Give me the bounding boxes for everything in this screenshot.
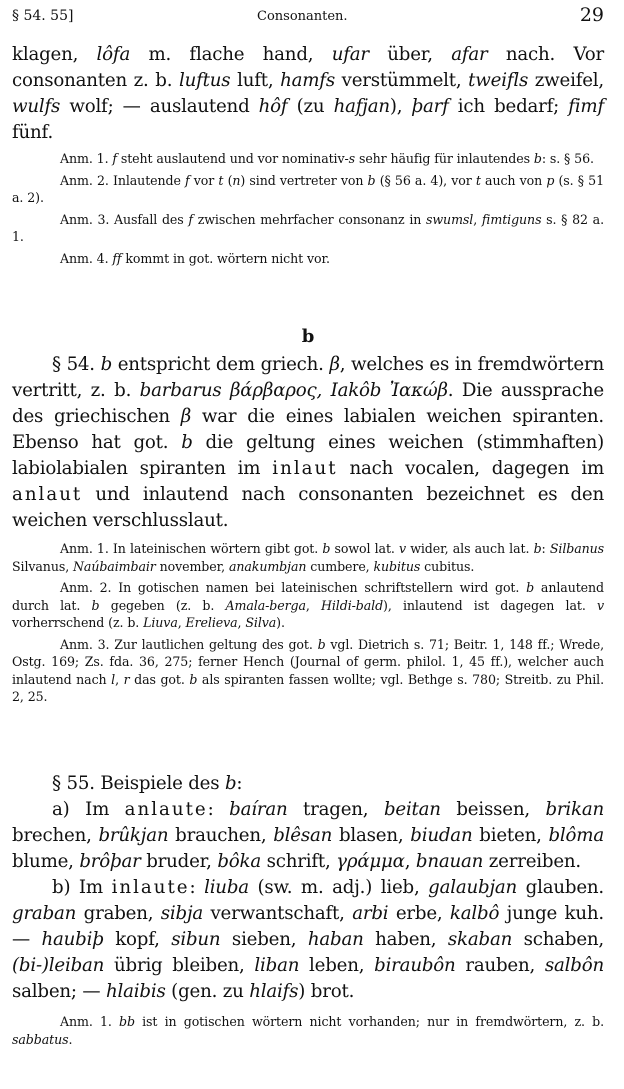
text-run: brechen, [12,825,99,846]
italic-term: (bi-)leiban [12,955,105,976]
text-run: zerreiben. [483,851,581,872]
text-run: , [473,211,482,227]
italic-term: β [180,406,192,427]
text-run: Anm. 3. Ausfall des [60,211,189,227]
note-f-1 [12,150,604,168]
text-run: nach vocalen, dagegen im [337,458,604,479]
text-run: a) Im [52,799,125,820]
text-run: ) sind vertreter von [240,172,368,188]
text-run: über, [368,44,452,65]
italic-term: b [322,541,331,556]
italic-term: ufar [331,44,369,65]
text-run: vgl. Dietrich s. 71; Beitr. 1, 148 ff.; Wrede, Ostg. 169; Zs. fda. 36, 275; ferner Hench (Journal of germ. philol. 1, 45 ff.), welcher auch inlautend nach [12,636,604,687]
notes-54 [12,540,604,710]
italic-term: b [91,597,100,613]
text-run: wider, als auch lat. [406,541,534,556]
section-55-a [12,797,604,875]
italic-term: t [475,172,481,188]
italic-term: bb [118,1014,135,1029]
italic-term: Liuva [143,615,178,630]
text-run: schaben, [512,929,604,950]
text-run: ist in gotischen wörtern nicht vorhanden; nur in fremdwörtern, z. b. [134,1014,604,1029]
text-run: und inlautend nach consonanten bezeichnet es den weichen verschlusslaut. [12,484,604,531]
text-run: blasen, [332,825,411,846]
section-54 [12,352,604,534]
italic-term: brôþar [79,851,141,872]
italic-term: haban [307,929,364,950]
section-55 [12,771,604,1005]
italic-term: skaban [447,929,513,950]
text-run: sieben, [220,929,308,950]
text-run: steht auslautend und vor nominativ- [116,151,349,166]
text-run: Silvanus, [12,558,73,574]
text-run: bieten, [472,825,549,846]
italic-term: β [329,354,340,375]
italic-term: beitan [383,799,441,820]
italic-term: kubitus [373,558,421,574]
text-run: zwischen mehrfacher consonanz in [192,211,427,227]
italic-term: biudan [410,825,473,846]
italic-term: arbi [352,903,389,924]
text-run: , [177,615,186,630]
italic-term: b [526,580,535,595]
text-run: vor [189,172,219,188]
text-run: november, [155,558,229,574]
italic-term: b [317,636,326,652]
text-run: (§ 56 a. 4), vor [375,172,476,188]
text-run: (sw. m. adj.) lieb, [248,877,429,898]
text-run: anlautend durch lat. [12,580,604,613]
italic-term: liban [254,955,300,976]
note-54-3 [12,636,604,706]
text-run: Anm. 2. In gotischen namen bei lateinischen schriftstellern wird got. [60,580,527,595]
section-letter-heading: b [301,326,315,347]
italic-term: Silbanus [549,541,604,556]
italic-term: Amala-berga [225,597,306,613]
italic-term: s [348,151,356,166]
italic-term: b [181,432,193,453]
text-run: , [115,671,124,687]
note-f-2 [12,172,604,207]
italic-term: hafjan [333,96,390,117]
text-run: Anm. 1. [60,151,113,166]
text-run: rauben, [455,955,545,976]
section-54-text [12,352,604,534]
italic-term: brikan [545,799,604,820]
section-55-heading [12,771,604,797]
italic-term: bnauan [415,851,484,872]
italic-term: afar [451,44,488,65]
italic-term: graban [12,903,77,924]
italic-term: liuba [204,877,249,898]
italic-term: Erelieva [185,615,238,630]
text-run: junge kuh. — [12,903,604,950]
italic-term: galaubjan [428,877,518,898]
italic-term: swumsl [426,211,474,227]
text-run: . Die aussprache des griechischen [12,380,604,427]
italic-term: haubiþ [41,929,104,950]
italic-term: fimf [568,96,605,117]
text-run: cubitus. [420,558,475,574]
italic-term: t [218,172,224,188]
text-run: zweifel, [528,70,604,91]
italic-term: γράμμα [336,851,405,872]
spaced-term: anlaute [124,799,208,820]
italic-term: f [188,211,193,227]
italic-term: b [189,671,198,687]
text-run: (gen. zu [165,981,250,1002]
text-run: ich bedarf; [448,96,569,117]
text-run: b) Im [52,877,112,898]
text-run: sehr häufig für inlautendes [355,151,534,166]
spaced-term: inlaute [111,877,190,898]
text-run: als spiranten fassen wollte; vgl. Bethge s. 780; Streitb. zu Phil. 2, 25. [12,671,604,704]
text-run: Anm. 1. In lateinischen wörtern gibt got. [60,541,323,556]
italic-term: b [224,773,237,794]
text-run: Anm. 2. Inlautende [60,172,186,188]
text-run: vorherrschend (z. b. [12,615,144,630]
italic-term: hôf [258,96,288,117]
text-run: cumbere, [306,558,374,574]
text-run: erbe, [388,903,450,924]
text-run: (zu [287,96,334,117]
text-run: haben, [363,929,448,950]
italic-term: l [111,671,116,687]
text-run: brauchen, [168,825,274,846]
intro-text [12,42,604,146]
italic-term: brûkjan [98,825,169,846]
italic-term: ff [112,250,122,266]
text-run: § 55. Beispiele des [52,773,225,794]
text-run: luft, [230,70,281,91]
text-run: glauben. [517,877,604,898]
italic-term: sibja [160,903,204,924]
text-run: ), [389,96,412,117]
text-run: graben, [76,903,161,924]
text-run: entspricht dem griech. [112,354,330,375]
text-run: wolf; — auslautend [60,96,259,117]
note-54-2 [12,579,604,632]
header-title: Consonanten. [257,9,348,24]
text-run: klagen, [12,44,97,65]
italic-term: p [546,172,555,188]
note-f-4 [12,250,604,268]
italic-term: Naúbaimbair [73,558,156,574]
text-run: ), inlautend ist dagegen lat. [383,597,597,613]
text-run: ). [276,615,285,630]
italic-term: b [533,541,542,556]
italic-term: sabbatus [12,1031,69,1047]
italic-term: baíran [229,799,288,820]
intro-paragraph [12,42,604,146]
italic-term: kalbô [449,903,500,924]
text-run: : [541,541,550,556]
spaced-term: inlaut [272,458,338,479]
text-run: ( [223,172,233,188]
text-run: verstümmelt, [334,70,469,91]
text-run: , [305,597,321,613]
italic-term: biraubôn [374,955,456,976]
text-run: bruder, [140,851,218,872]
text-run: salben; — [12,981,106,1002]
text-run: : [236,773,243,794]
text-run: , [404,851,416,872]
text-run: war die eines labialen weichen spiranten. Ebenso hat got. [12,406,604,453]
italic-term: anakumbjan [228,558,307,574]
italic-term: sibun [171,929,221,950]
italic-term: f [112,151,117,166]
text-run: : [207,799,230,820]
italic-term: tweifls [468,70,529,91]
italic-term: v [596,597,604,613]
text-run: Anm. 4. [60,250,113,266]
italic-term: n [232,172,241,188]
italic-term: salbôn [544,955,604,976]
text-run: (s. § 51 a. 2). [12,172,604,205]
text-run: : [189,877,205,898]
note-55-1 [12,1013,604,1048]
italic-term: wulfs [12,96,61,117]
italic-term: hlaifs [249,981,299,1002]
italic-term: Hildi-bald [321,597,384,613]
header-section-ref: § 54. 55] [12,8,74,24]
text-run: Anm. 1. [60,1014,119,1029]
italic-term: þarf [411,96,449,117]
note-f-3 [12,211,604,246]
page-number: 29 [579,4,604,26]
italic-term: barbarus βάρβαρος, Iakôb Ἰακώβ [139,380,448,401]
note-54-1 [12,540,604,575]
text-run: die geltung eines weichen (stimmhaften) labiolabialen spiranten im [12,432,604,479]
italic-term: f [185,172,190,188]
text-run: übrig bleiben, [104,955,255,976]
text-run: s. § 82 a. 1. [12,211,604,244]
italic-term: blôma [548,825,604,846]
text-run: das got. [129,671,190,687]
text-run: kommt in got. wörtern nicht vor. [121,250,330,266]
italic-term: bôka [217,851,262,872]
text-run: . [68,1031,73,1047]
notes-55 [12,1013,604,1052]
text-run: sowol lat. [330,541,399,556]
italic-term: fimtiguns [481,211,542,227]
text-run: ) brot. [298,981,355,1002]
italic-term: hamfs [280,70,335,91]
spaced-term: anlaut [12,484,83,505]
text-run: nach. Vor consonanten z. b. [12,44,604,91]
text-run: § 54. [52,354,101,375]
italic-term: Silva [245,615,277,630]
text-run: : s. § 56. [541,151,594,166]
italic-term: r [123,671,130,687]
text-run: schrift, [261,851,337,872]
text-run: , [237,615,246,630]
notes-f [12,150,604,271]
italic-term: blêsan [273,825,333,846]
text-run: tragen, [287,799,384,820]
text-run: leben, [299,955,375,976]
italic-term: lôfa [96,44,131,65]
text-run: m. flache hand, [130,44,332,65]
italic-term: b [100,354,113,375]
text-run: , welches es in fremdwörtern vertritt, z. b. [12,354,604,401]
text-run: beissen, [440,799,546,820]
section-55-b [12,875,604,1005]
text-run: Anm. 3. Zur lautlichen geltung des got. [60,636,318,652]
italic-term: luftus [178,70,231,91]
italic-term: b [533,151,542,166]
italic-term: b [367,172,376,188]
italic-term: hlaibis [106,981,166,1002]
text-run: gegeben (z. b. [99,597,226,613]
text-run: verwantschaft, [203,903,353,924]
text-run: blume, [12,851,80,872]
italic-term: v [399,541,407,556]
text-run: auch von [480,172,547,188]
text-run: kopf, [103,929,172,950]
running-header [12,4,604,30]
text-run: fünf. [12,122,54,143]
